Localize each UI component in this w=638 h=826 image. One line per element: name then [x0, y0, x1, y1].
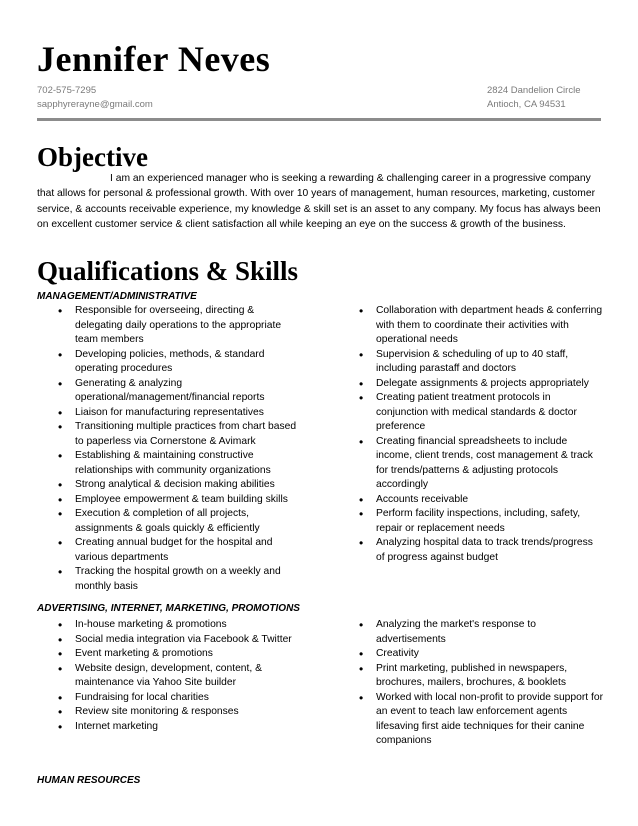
contact-address-line1: 2824 Dandelion Circle	[487, 85, 581, 96]
qualifications-heading: Qualifications & Skills	[37, 256, 299, 286]
list-item: • Transitioning multiple practices from chart based to paperless via Cornerstone & Avimark	[58, 420, 303, 449]
objective-text: I am an experienced manager who is seeking a rewarding & challenging career in a progressive company that allows for personal & professional growth. With over 10 years of management, human resources, marketing, customer service, & accounts receivable experience, my knowledge & skill set is an asset to any company. My focus has always been on excellent customer service & client satisfaction all while keeping an eye on the success & growth of the business.	[37, 173, 601, 230]
list-item: • Collaboration with department heads & conferring with them to coordinate their activities with operational needs	[359, 304, 604, 348]
contact-phone: 702-575-7295	[37, 85, 97, 96]
list-item: • Generating & analyzing operational/management/financial reports	[58, 377, 303, 406]
list-item: • Analyzing hospital data to track trends/progress of progress against budget	[359, 536, 604, 565]
management-skills-right	[359, 304, 604, 565]
list-item: • Establishing & maintaining constructive relationships with community organizations	[58, 449, 303, 478]
list-item: • Fundraising for local charities	[58, 691, 303, 706]
list-item: • Worked with local non-profit to provide support for an event to teach law enforcement agents lifesaving first aide techniques for their canine companions	[359, 691, 604, 749]
contact-address-line2: Antioch, CA 94531	[487, 99, 566, 110]
list-item: • Perform facility inspections, including, safety, repair or replacement needs	[359, 507, 604, 536]
list-item: • Internet marketing	[58, 720, 303, 735]
list-item: • Liaison for manufacturing representatives	[58, 406, 303, 421]
list-item: • Event marketing & promotions	[58, 647, 303, 662]
header-divider	[37, 118, 601, 121]
human-resources-subheading: HUMAN RESOURCES	[37, 775, 141, 786]
list-item: • Social media integration via Facebook & Twitter	[58, 633, 303, 648]
contact-email: sapphyrerayne@gmail.com	[37, 99, 153, 110]
list-item: • Website design, development, content, & maintenance via Yahoo Site builder	[58, 662, 303, 691]
management-skills-left	[58, 304, 303, 594]
list-item: • Developing policies, methods, & standard operating procedures	[58, 348, 303, 377]
list-item: • Employee empowerment & team building skills	[58, 493, 303, 508]
list-item: • Review site monitoring & responses	[58, 705, 303, 720]
objective-heading: Objective	[37, 142, 148, 172]
list-item: • Execution & completion of all projects, assignments & goals quickly & efficiently	[58, 507, 303, 536]
list-item: • Delegate assignments & projects appropriately	[359, 377, 604, 392]
list-item: • Analyzing the market's response to advertisements	[359, 618, 604, 647]
list-item: • Strong analytical & decision making abilities	[58, 478, 303, 493]
list-item: • Print marketing, published in newspapers, brochures, mailers, brochures, & booklets	[359, 662, 604, 691]
list-item: • Creating financial spreadsheets to include income, client trends, cost management & track for trends/patterns & adjusting protocols accordingly	[359, 435, 604, 493]
advertising-subheading: ADVERTISING, INTERNET, MARKETING, PROMOTIONS	[37, 603, 300, 614]
resume-name: Jennifer Neves	[37, 39, 271, 79]
list-item: • Accounts receivable	[359, 493, 604, 508]
advertising-skills-left	[58, 618, 303, 734]
list-item: • Creating annual budget for the hospital and various departments	[58, 536, 303, 565]
list-item: • In-house marketing & promotions	[58, 618, 303, 633]
advertising-skills-right	[359, 618, 604, 749]
list-item: • Creativity	[359, 647, 604, 662]
list-item: • Responsible for overseeing, directing & delegating daily operations to the appropriate team members	[58, 304, 303, 348]
list-item: • Supervision & scheduling of up to 40 staff, including parastaff and doctors	[359, 348, 604, 377]
list-item: • Creating patient treatment protocols in conjunction with medical standards & doctor preference	[359, 391, 604, 435]
management-subheading: MANAGEMENT/ADMINISTRATIVE	[37, 291, 197, 302]
list-item: • Tracking the hospital growth on a weekly and monthly basis	[58, 565, 303, 594]
